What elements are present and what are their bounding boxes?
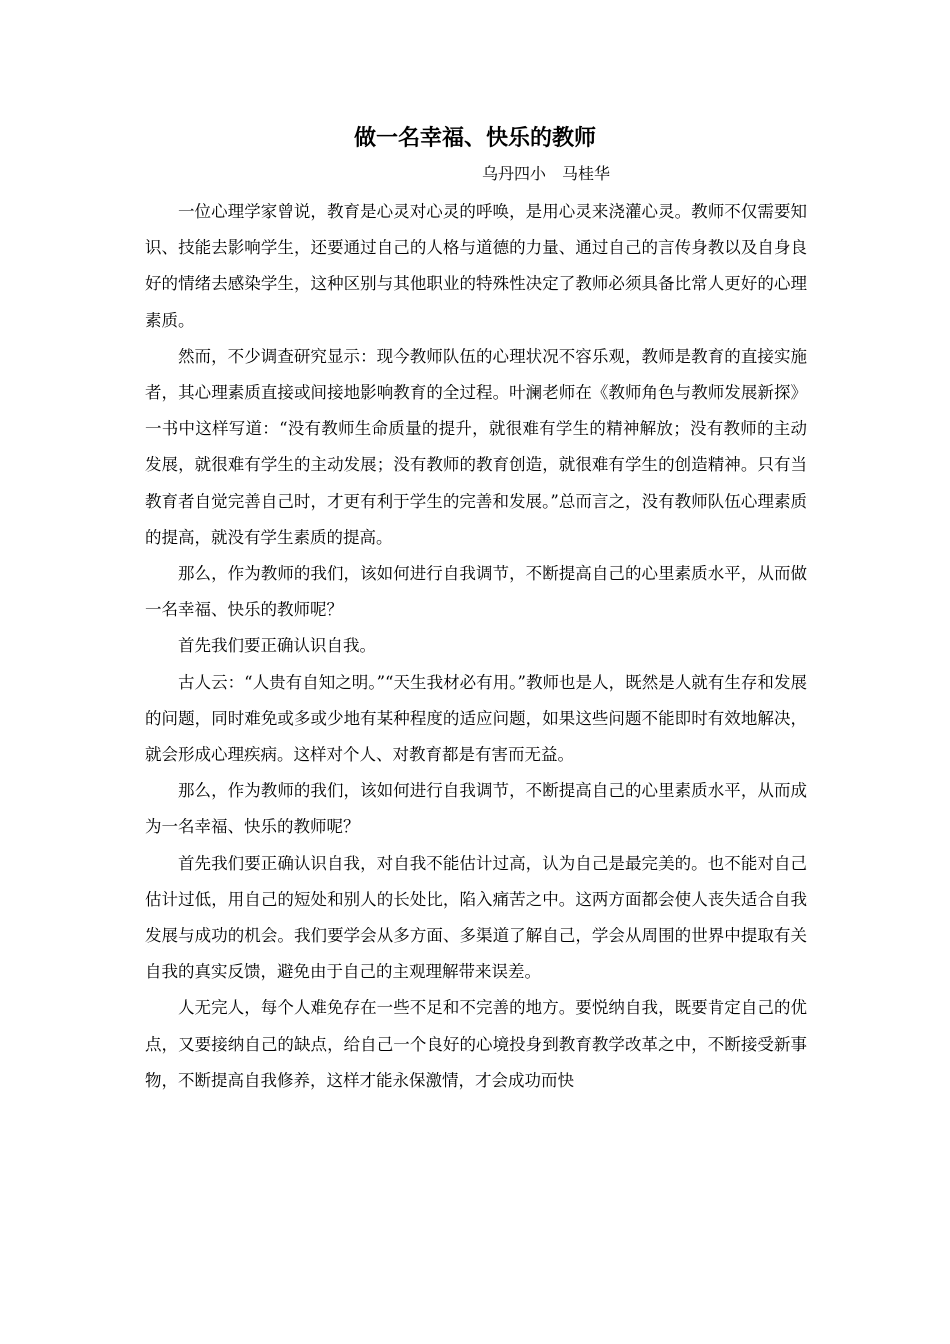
- paragraph: 人无完人，每个人难免存在一些不足和不完善的地方。要悦纳自我，既要肯定自己的优点，又要接纳自己的缺点，给自己一个良好的心境投身到教育教学改革之中，不断接受新事物，不断提高自我修养，这样才能永保激情，才会成功而快: [145, 998, 807, 1090]
- paragraph: 然而，不少调查研究显示：现今教师队伍的心理状况不容乐观，教师是教育的直接实施者，其心理素质直接或间接地影响教育的全过程。叶澜老师在《教师角色与教师发展新探》一书中这样写道：“没有教师生命质量的提升，就很难有学生的精神解放；没有教师的主动发展，就很难有学生的主动发展；没有教师的教育创造，就很难有学生的创造精神。只有当教育者自觉完善自己时，才更有利于学生的完善和发展。”总而言之，没有教师队伍心理素质的提高，就没有学生素质的提高。: [145, 346, 807, 547]
- paragraph: 那么，作为教师的我们，该如何进行自我调节，不断提高自己的心里素质水平，从而成为一名幸福、快乐的教师呢？: [145, 781, 807, 837]
- document-title: 做一名幸福、快乐的教师: [353, 125, 596, 151]
- document-body: [145, 194, 807, 1099]
- paragraph: 首先我们要正确认识自我，对自我不能估计过高，认为自己是最完美的。也不能对自己估计过低，用自己的短处和别人的长处比，陷入痛苦之中。这两方面都会使人丧失适合自我发展与成功的机会。我们要学会从多方面、多渠道了解自己，学会从周围的世界中提取有关自我的真实反馈，避免由于自己的主观理解带来误差。: [145, 853, 807, 982]
- paragraph: 一位心理学家曾说，教育是心灵对心灵的呼唤，是用心灵来浇灌心灵。教师不仅需要知识、技能去影响学生，还要通过自己的人格与道德的力量、通过自己的言传身教以及自身良好的情绪去感染学生，这种区别与其他职业的特殊性决定了教师必须具备比常人更好的心理素质。: [145, 202, 807, 330]
- document-author: 乌丹四小 马桂华: [482, 164, 611, 183]
- paragraph: 首先我们要正确认识自我。: [178, 636, 376, 656]
- paragraph: 那么，作为教师的我们，该如何进行自我调节，不断提高自己的心里素质水平，从而做一名幸福、快乐的教师呢？: [145, 564, 807, 620]
- paragraph: 古人云：“人贵有自知之明。”“天生我材必有用。”教师也是人，既然是人就有生存和发展的问题，同时难免或多或少地有某种程度的适应问题，如果这些问题不能即时有效地解决，就会形成心理疾病。这样对个人、对教育都是有害而无益。: [145, 672, 807, 765]
